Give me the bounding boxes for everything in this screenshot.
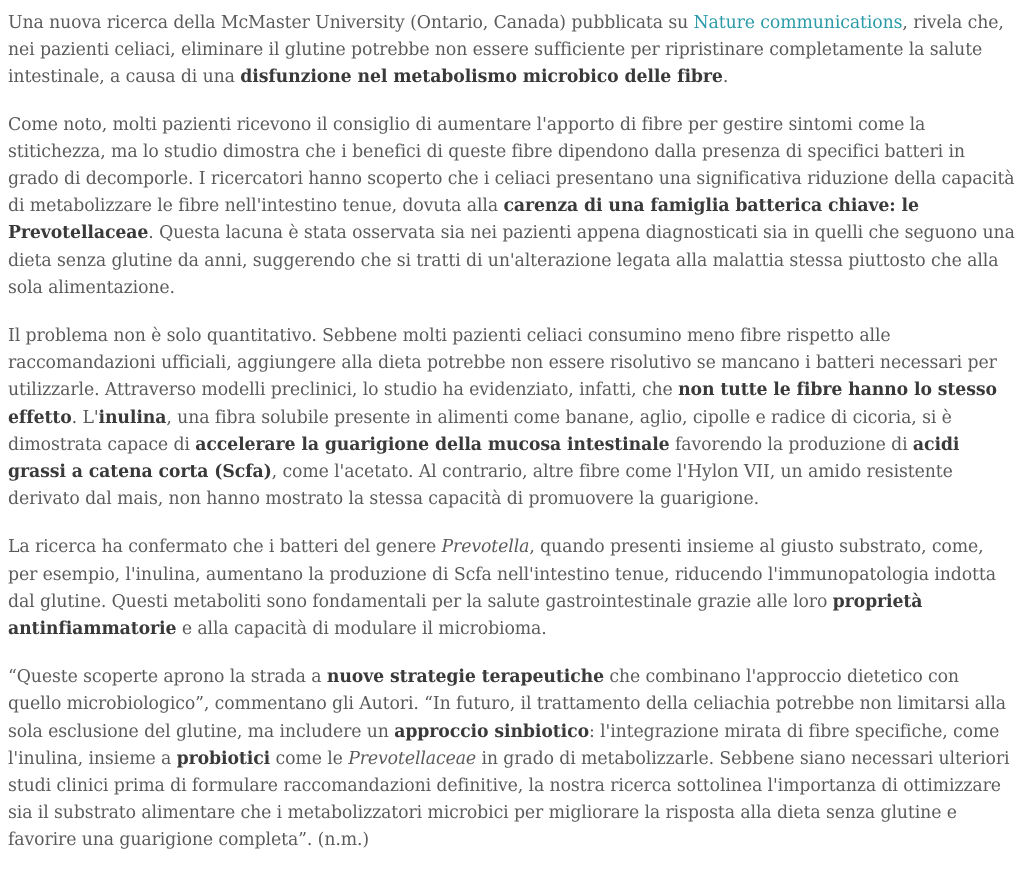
text-run: : l'integrazione mirata di fibre specifiche, come l'inulina, insieme a xyxy=(8,721,1000,769)
text-run: che combinano l'approccio dietetico con quello microbiologico”, commentano gli Autori. “In futuro, il trattamento della celiachia potrebbe non limitarsi alla sola esclusione del glutine, ma includere un xyxy=(8,667,1007,742)
text-run: Come noto, molti pazienti ricevono il consiglio di aumentare l'apporto di fibre per gestire sintomi come la stitichezza, ma lo studio dimostra che i benefici di queste fibre dipendono dalla presenza di specifici batteri in grado di decomporle. I ricercatori hanno scoperto che i celiaci presentano una significativa riduzione della capacità di metabolizzare le fibre nell'intestino tenue, dovuta alla xyxy=(8,114,1015,217)
article-paragraph-2 xyxy=(8,112,1016,302)
text-run: favorendo la produzione di xyxy=(669,434,913,455)
text-run: come le xyxy=(270,748,349,769)
text-run: , come l'acetato. Al contrario, altre fibre come l'Hylon VII, un amido resistente derivato dal mais, non hanno mostrato la stessa capacità di promuovere la guarigione. xyxy=(8,462,953,510)
bold-text: probiotici xyxy=(176,748,271,769)
text-run: , quando presenti insieme al giusto substrato, come, per esempio, l'inulina, aumentano la produzione di Scfa nell'intestino tenue, riducendo l'immunopatologia indotta dal glutine. Questi metaboliti sono fondamentali per la salute gastrointestinale grazie alle loro xyxy=(8,537,996,612)
text-run: , rivela che, nei pazienti celiaci, eliminare il glutine potrebbe non essere sufficiente per ripristinare completamente la salute intestinale, a causa di una xyxy=(8,13,1004,88)
text-run: , una fibra solubile presente in alimenti come banane, aglio, cipolle e radice di cicoria, si è dimostrata capace di xyxy=(8,407,952,455)
text-run: . xyxy=(722,67,729,88)
article-paragraph-4 xyxy=(8,534,1016,643)
text-run: Una nuova ricerca della McMaster University (Ontario, Canada) pubblicata su xyxy=(8,13,694,33)
text-run: . L' xyxy=(71,407,99,428)
bold-text: disfunzione nel metabolismo microbico delle fibre xyxy=(240,67,723,88)
bold-text: inulina xyxy=(98,407,167,428)
italic-text: Prevotella xyxy=(441,537,530,558)
text-run: e alla capacità di modulare il microbioma. xyxy=(176,619,547,640)
bold-text: carenza di una famiglia batterica chiave: le Prevotellaceae xyxy=(8,196,919,244)
text-run: Il problema non è solo quantitativo. Sebbene molti pazienti celiaci consumino meno fibre rispetto alle raccomandazioni ufficiali, aggiungere alla dieta potrebbe non essere risolutivo se mancano i batteri necessari per utilizzarle. Attraverso modelli preclinici, lo studio ha evidenziato, infatti, che xyxy=(8,326,997,401)
text-run: in grado di metabolizzarle. Sebbene siano necessari ulteriori studi clinici prima di formulare raccomandazioni definitive, la nostra ricerca sottolinea l'importanza di ottimizzare sia il substrato alimentare che i metabolizzatori microbici per migliorare la risposta alla dieta senza glutine e favorire una guarigione completa”. (n.m.) xyxy=(8,748,1010,851)
bold-text: proprietà antinfiammatorie xyxy=(8,591,923,640)
text-run: . Questa lacuna è stata osservata sia nei pazienti appena diagnosticati sia in quelli che seguono una dieta senza glutine da anni, suggerendo che si tratti di un'alterazione legata alla malattia stessa piuttosto che alla sola alimentazione. xyxy=(8,223,1015,298)
text-run: La ricerca ha confermato che i batteri del genere xyxy=(8,537,442,558)
bold-text: acidi grassi a catena corta (Scfa) xyxy=(8,434,960,483)
bold-text: approccio sinbiotico xyxy=(394,721,589,742)
bold-text: accelerare la guarigione della mucosa intestinale xyxy=(195,434,670,455)
bold-text: nuove strategie terapeutiche xyxy=(326,667,604,688)
article-paragraph-1 xyxy=(8,0,1016,92)
article-paragraph-5 xyxy=(8,664,1016,854)
source-link[interactable]: Nature communications xyxy=(693,13,903,33)
text-run: “Queste scoperte aprono la strada a xyxy=(8,667,327,688)
article-paragraph-3 xyxy=(8,323,1016,513)
bold-text: non tutte le fibre hanno lo stesso effetto xyxy=(8,380,997,428)
italic-text: Prevotellaceae xyxy=(348,748,477,769)
